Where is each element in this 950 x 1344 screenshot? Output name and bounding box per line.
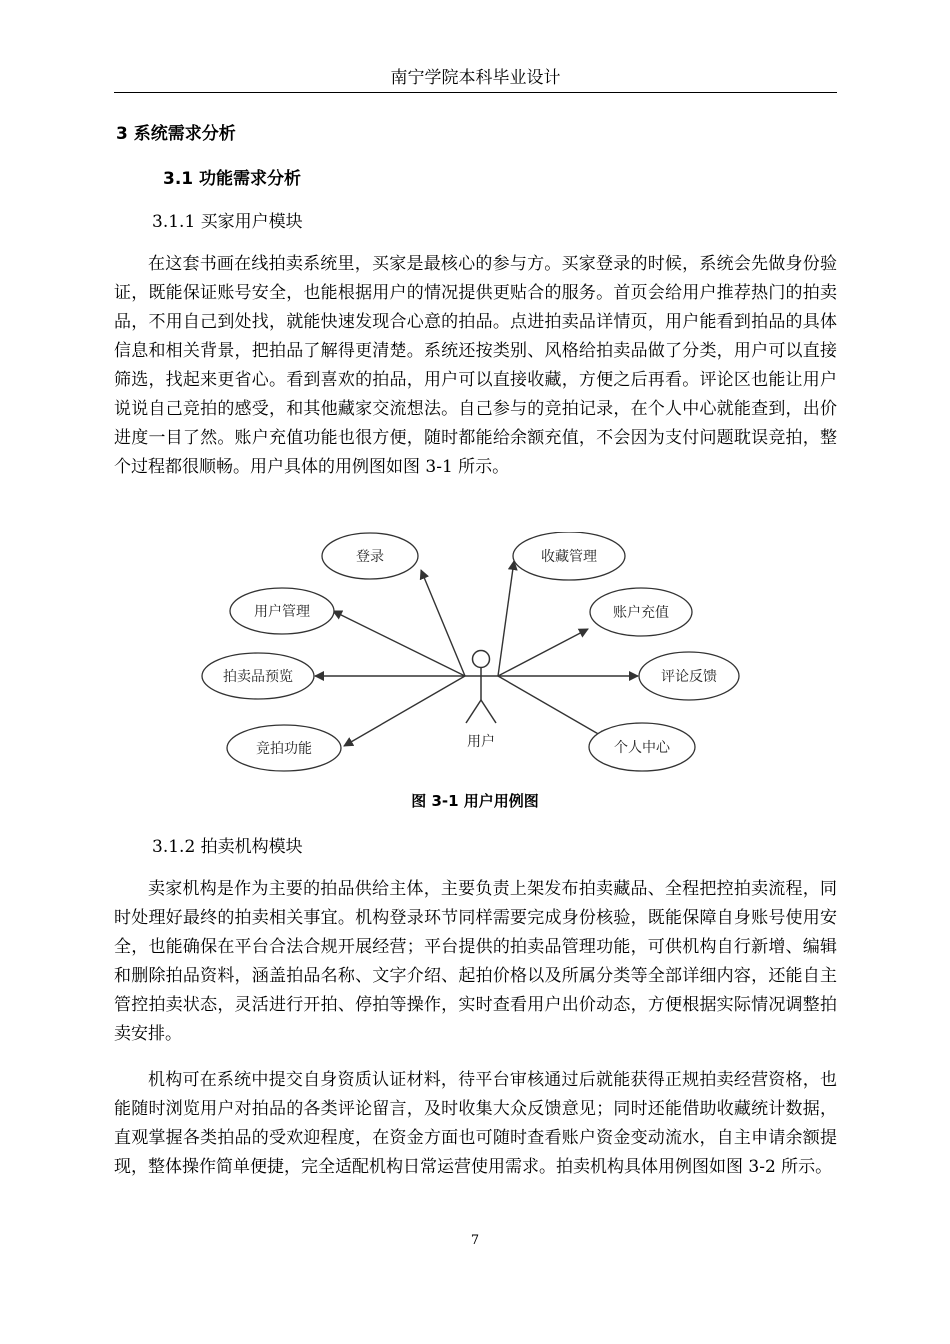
module2-paragraph-2: 机构可在系统中提交自身资质认证材料，待平台审核通过后就能获得正规拍卖经营资格，也能随时浏览用户对拍品的各类评论留言，及时收集大众反馈意见；同时还能借助收藏统计数据，直观掌握各类拍品的受欢迎程度，在资金方面也可随时查看账户资金变动流水，自主申请余额提现，整体操作简单便捷，完全适配机构日常运营使用需求。拍卖机构具体用例图如图 3-2 所示。 xyxy=(114,1070,837,1177)
usecase-recharge-label: 账户充值 xyxy=(613,605,669,621)
line-recharge xyxy=(498,629,588,676)
actor-figure xyxy=(465,651,498,724)
usecase-favorites-label: 收藏管理 xyxy=(541,549,597,565)
page-header: 南宁学院本科毕业设计 xyxy=(390,68,561,88)
line-user-mgmt xyxy=(333,611,465,676)
header-rule xyxy=(114,92,837,93)
usecase-item-preview-label: 拍卖品预览 xyxy=(223,669,293,685)
line-personal xyxy=(498,676,607,739)
module2-title: 3.1.2 拍卖机构模块 xyxy=(152,837,303,857)
module2-paragraph-1: 卖家机构是作为主要的拍品供给主体，主要负责上架发布拍卖藏品、全程把控拍卖流程，同时处理好最终的拍卖相关事宜。机构登录环节同样需要完成身份核验，既能保障自身账号使用安全，也能确保在平台合法合规开展经营；平台提供的拍卖品管理功能，可供机构自行新增、编辑和删除拍品资料，涵盖拍品名称、文字介绍、起拍价格以及所属分类等全部详细内容，还能自主管控拍卖状态，灵活进行开拍、停拍等操作，实时查看用户出价动态，方便根据实际情况调整拍卖安排。 xyxy=(114,879,837,1044)
figure-caption: 图 3-1 用户用例图 xyxy=(411,792,539,810)
line-login xyxy=(421,570,465,676)
module1-paragraph: 在这套书画在线拍卖系统里，买家是最核心的参与方。买家登录的时候，系统会先做身份验证，既能保证账号安全，也能根据用户的情况提供更贴合的服务。首页会给用户推荐热门的拍卖品，不用自己到处找，就能快速发现合心意的拍品。点进拍卖品详情页，用户能看到拍品的具体信息和相关背景，把拍品了解得更清楚。系统还按类别、风格给拍卖品做了分类，用户可以直接筛选，找起来更省心。看到喜欢的拍品，用户可以直接收藏，方便之后再看。评论区也能让用户说说自己竞拍的感受，和其他藏家交流想法。自己参与的竞拍记录，在个人中心就能查到，出价进度一目了然。账户充值功能也很方便，随时都能给余额充值，不会因为支付问题耽误竞拍，整个过程都很顺畅。用户具体的用例图如图 3-1 所示。 xyxy=(114,254,837,477)
actor-left-leg xyxy=(466,700,481,723)
usecase-personal-center-label: 个人中心 xyxy=(614,740,670,756)
page-number: 7 xyxy=(470,1233,480,1248)
module1-title: 3.1.1 买家用户模块 xyxy=(152,212,303,232)
section-title: 3 系统需求分析 xyxy=(116,124,236,144)
usecase-comments-label: 评论反馈 xyxy=(661,669,717,685)
usecase-bidding-label: 竞拍功能 xyxy=(256,741,312,757)
line-bidding xyxy=(344,676,465,746)
actor-label: 用户 xyxy=(467,734,495,750)
usecase-user-management-label: 用户管理 xyxy=(254,604,310,620)
use-case-diagram xyxy=(200,532,740,778)
usecase-login-label: 登录 xyxy=(356,549,384,565)
subsection-title: 3.1 功能需求分析 xyxy=(163,169,302,189)
actor-right-leg xyxy=(481,700,496,723)
actor-head xyxy=(473,651,490,668)
line-favorites xyxy=(498,561,514,676)
